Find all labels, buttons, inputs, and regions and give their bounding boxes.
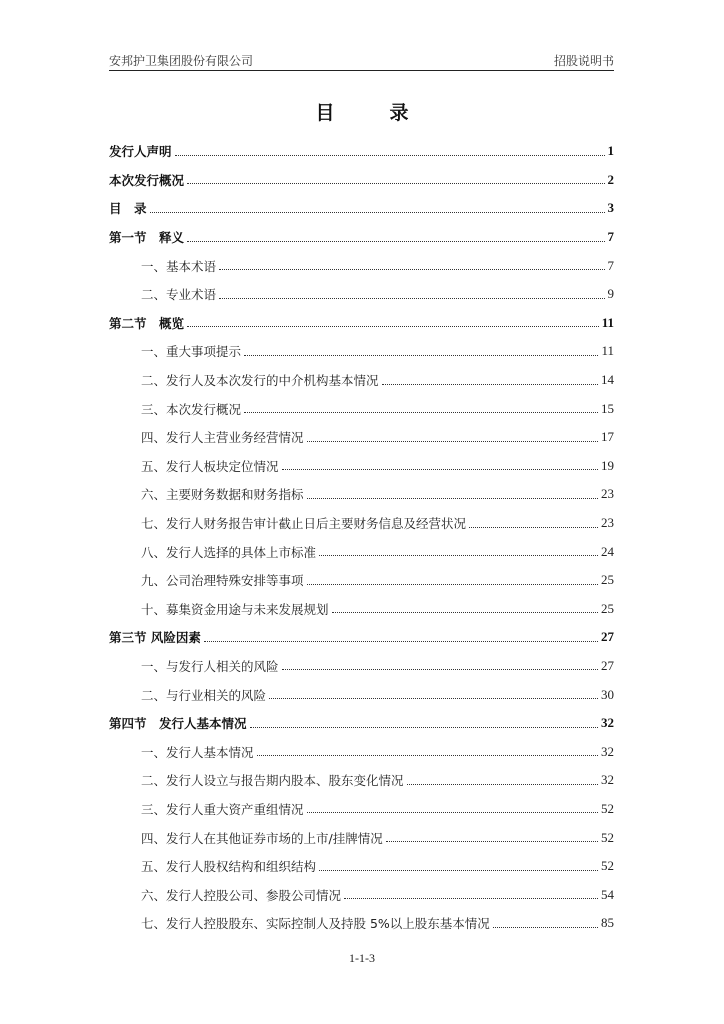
toc-dot-leader — [250, 727, 598, 728]
toc-entry-page-number: 19 — [601, 457, 614, 473]
toc-entry-title: 六、主要财务数据和财务指标 — [141, 487, 304, 503]
toc-section-entry[interactable] — [109, 909, 614, 938]
toc-dot-leader — [344, 898, 598, 899]
toc-dot-leader — [204, 641, 598, 642]
header-company-name: 安邦护卫集团股份有限公司 — [109, 54, 254, 68]
toc-entry-title: 八、发行人选择的具体上市标准 — [141, 544, 317, 560]
toc-section-entry[interactable] — [109, 652, 614, 681]
toc-section-entry[interactable] — [109, 766, 614, 795]
toc-section-entry[interactable] — [109, 823, 614, 852]
toc-dot-leader — [244, 355, 598, 356]
toc-entry-page-number: 85 — [601, 915, 614, 931]
toc-dot-leader — [150, 212, 605, 213]
toc-entry-page-number: 54 — [601, 886, 614, 902]
toc-entry-title: 二、与行业相关的风险 — [141, 687, 267, 703]
toc-entry-page-number: 52 — [601, 829, 614, 845]
toc-entry-title: 二、发行人及本次发行的中介机构基本情况 — [141, 373, 379, 389]
toc-dot-leader — [219, 269, 604, 270]
toc-chapter-entry[interactable] — [109, 223, 614, 252]
toc-entry-title: 第四节 发行人基本情况 — [109, 716, 247, 732]
page-header — [109, 50, 614, 71]
toc-dot-leader — [307, 498, 598, 499]
toc-entry-title: 九、公司治理特殊安排等事项 — [141, 573, 304, 589]
toc-section-entry[interactable] — [109, 595, 614, 624]
toc-entry-page-number: 25 — [601, 600, 614, 616]
toc-section-entry[interactable] — [109, 566, 614, 595]
toc-entry-title: 五、发行人板块定位情况 — [141, 458, 279, 474]
toc-entry-title: 一、重大事项提示 — [141, 344, 242, 360]
toc-entry-title: 第三节 风险因素 — [109, 630, 201, 646]
toc-entry-title: 一、与发行人相关的风险 — [141, 658, 279, 674]
toc-dot-leader — [319, 870, 598, 871]
toc-entry-title: 六、发行人控股公司、参股公司情况 — [141, 887, 342, 903]
toc-dot-leader — [244, 412, 598, 413]
toc-chapter-entry[interactable] — [109, 309, 614, 338]
toc-entry-page-number: 24 — [601, 543, 614, 559]
toc-section-entry[interactable] — [109, 680, 614, 709]
table-of-contents — [109, 137, 614, 938]
toc-entry-page-number: 17 — [601, 429, 614, 445]
toc-dot-leader — [187, 241, 604, 242]
toc-entry-page-number: 2 — [607, 171, 614, 187]
toc-section-entry[interactable] — [109, 852, 614, 881]
toc-entry-title: 发行人声明 — [109, 144, 172, 160]
toc-dot-leader — [187, 183, 604, 184]
toc-entry-page-number: 1 — [607, 143, 614, 159]
toc-entry-page-number: 23 — [601, 515, 614, 531]
toc-dot-leader — [282, 469, 598, 470]
toc-dot-leader — [407, 784, 598, 785]
toc-section-entry[interactable] — [109, 795, 614, 824]
toc-dot-leader — [386, 841, 598, 842]
toc-entry-page-number: 27 — [601, 629, 614, 645]
toc-entry-page-number: 11 — [601, 343, 614, 359]
toc-entry-page-number: 32 — [601, 715, 614, 731]
toc-entry-title: 二、发行人设立与报告期内股本、股东变化情况 — [141, 773, 404, 789]
toc-section-entry[interactable] — [109, 452, 614, 481]
toc-entry-page-number: 15 — [601, 400, 614, 416]
toc-entry-page-number: 3 — [607, 200, 614, 216]
toc-entry-page-number: 32 — [601, 772, 614, 788]
toc-section-entry[interactable] — [109, 394, 614, 423]
toc-section-entry[interactable] — [109, 366, 614, 395]
toc-entry-title: 一、发行人基本情况 — [141, 744, 254, 760]
toc-entry-page-number: 27 — [601, 657, 614, 673]
toc-dot-leader — [382, 384, 598, 385]
toc-chapter-entry[interactable] — [109, 623, 614, 652]
toc-section-entry[interactable] — [109, 537, 614, 566]
toc-entry-title: 七、发行人财务报告审计截止日后主要财务信息及经营状况 — [141, 516, 467, 532]
toc-dot-leader — [319, 555, 598, 556]
toc-entry-page-number: 7 — [607, 229, 614, 245]
toc-entry-title: 七、发行人控股股东、实际控制人及持股 5%以上股东基本情况 — [141, 916, 490, 932]
toc-section-entry[interactable] — [109, 509, 614, 538]
header-document-type: 招股说明书 — [553, 54, 614, 68]
toc-dot-leader — [219, 298, 604, 299]
toc-chapter-entry[interactable] — [109, 137, 614, 166]
toc-dot-leader — [282, 669, 598, 670]
toc-chapter-entry[interactable] — [109, 166, 614, 195]
toc-entry-title: 目 录 — [109, 201, 147, 217]
page-number: 1-1-3 — [349, 951, 375, 965]
toc-dot-leader — [187, 326, 599, 327]
toc-section-entry[interactable] — [109, 480, 614, 509]
toc-section-entry[interactable] — [109, 880, 614, 909]
toc-dot-leader — [307, 812, 598, 813]
toc-entry-title: 二、专业术语 — [141, 287, 217, 303]
toc-entry-title: 本次发行概况 — [109, 172, 185, 188]
toc-entry-title: 三、发行人重大资产重组情况 — [141, 801, 304, 817]
toc-entry-page-number: 23 — [601, 486, 614, 502]
toc-entry-page-number: 11 — [601, 314, 614, 330]
toc-entry-page-number: 52 — [601, 800, 614, 816]
toc-section-entry[interactable] — [109, 423, 614, 452]
toc-entry-page-number: 9 — [607, 286, 614, 302]
toc-dot-leader — [175, 155, 605, 156]
toc-entry-title: 五、发行人股权结构和组织结构 — [141, 859, 317, 875]
toc-entry-page-number: 7 — [607, 257, 614, 273]
toc-entry-page-number: 30 — [601, 686, 614, 702]
toc-chapter-entry[interactable] — [109, 194, 614, 223]
toc-entry-page-number: 14 — [601, 372, 614, 388]
toc-entry-title: 三、本次发行概况 — [141, 401, 242, 417]
page-title: 目 录 — [315, 102, 427, 124]
toc-dot-leader — [469, 527, 598, 528]
toc-dot-leader — [332, 612, 598, 613]
toc-dot-leader — [493, 927, 598, 928]
toc-dot-leader — [307, 441, 598, 442]
toc-entry-title: 四、发行人主营业务经营情况 — [141, 430, 304, 446]
toc-entry-title: 十、募集资金用途与未来发展规划 — [141, 601, 329, 617]
toc-entry-page-number: 32 — [601, 743, 614, 759]
toc-entry-title: 四、发行人在其他证券市场的上市/挂牌情况 — [141, 830, 383, 846]
toc-entry-title: 第一节 释义 — [109, 230, 185, 246]
toc-dot-leader — [257, 755, 598, 756]
toc-dot-leader — [307, 584, 598, 585]
toc-entry-title: 第二节 概览 — [109, 315, 185, 331]
toc-section-entry[interactable] — [109, 280, 614, 309]
toc-section-entry[interactable] — [109, 251, 614, 280]
toc-section-entry[interactable] — [109, 737, 614, 766]
toc-entry-page-number: 52 — [601, 858, 614, 874]
toc-entry-page-number: 25 — [601, 572, 614, 588]
toc-chapter-entry[interactable] — [109, 709, 614, 738]
toc-section-entry[interactable] — [109, 337, 614, 366]
toc-entry-title: 一、基本术语 — [141, 258, 217, 274]
toc-dot-leader — [269, 698, 598, 699]
